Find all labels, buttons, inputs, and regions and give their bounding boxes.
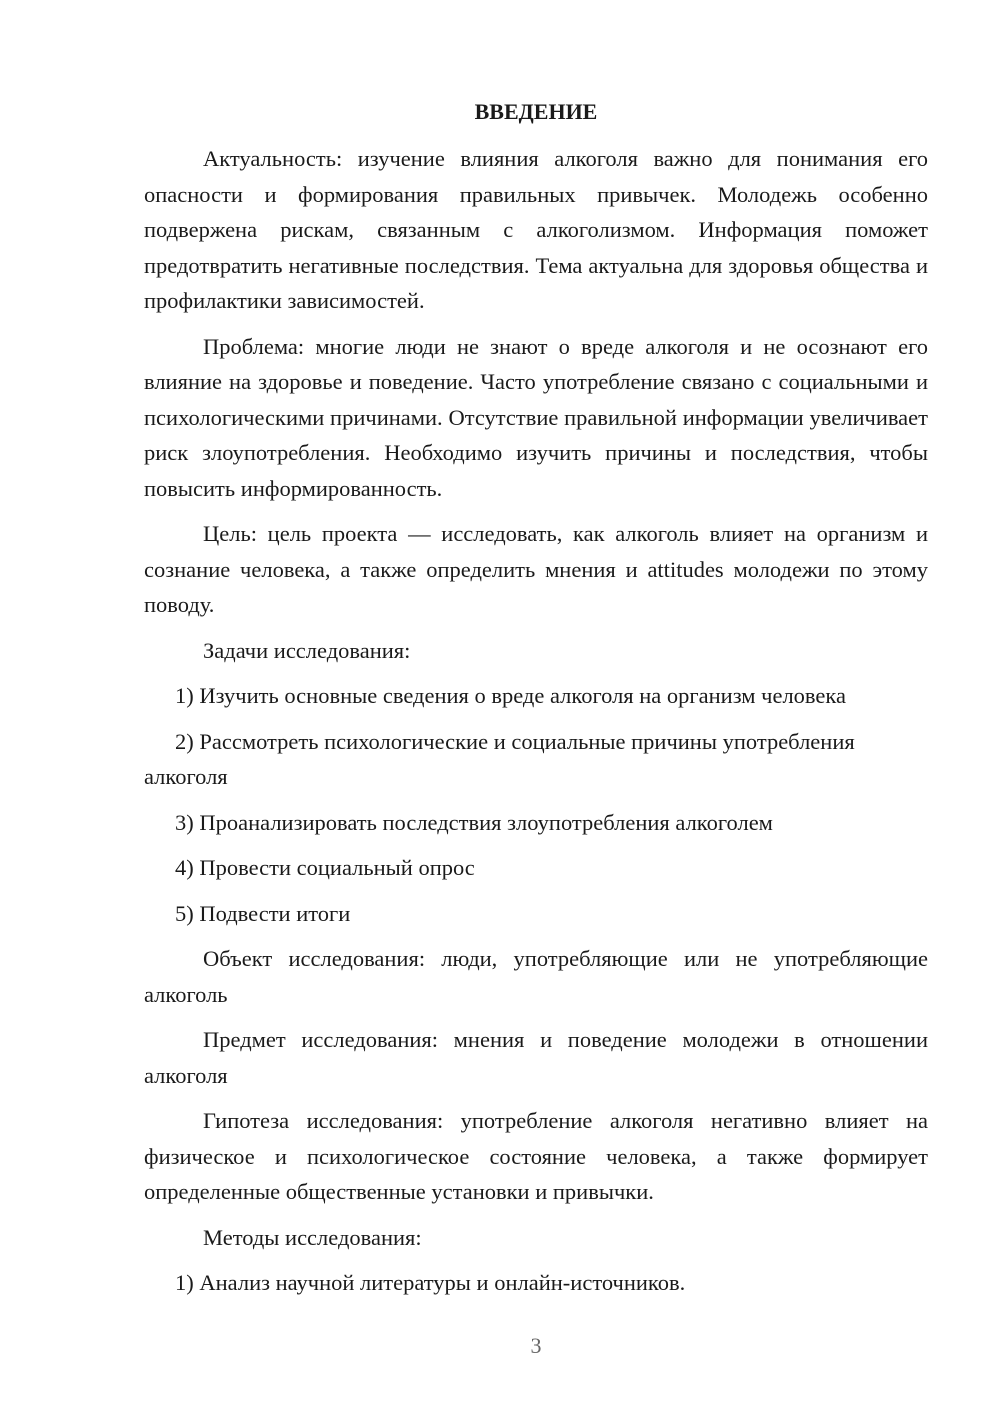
object-paragraph: Объект исследования: люди, употребляющие или не употребляющие алкоголь	[144, 946, 928, 1007]
task-item-3: 3) Проанализировать последствия злоупотребления алкоголем	[175, 809, 773, 835]
task-item-2: 2) Рассмотреть психологические и социальные причины употребления алкоголя	[144, 728, 855, 789]
methods-heading: Методы исследования:	[203, 1224, 422, 1250]
method-item-1: 1) Анализ научной литературы и онлайн-источников.	[175, 1270, 686, 1295]
goal-paragraph: Цель: цель проекта — исследовать, как алкоголь влияет на организм и сознание человека, а также определить мнения и attitudes молодежи по этому поводу.	[144, 521, 928, 617]
page-number: 3	[530, 1333, 542, 1358]
problem-paragraph: Проблема: многие люди не знают о вреде алкоголя и не осознают его влияние на здоровье и поведение. Часто употребление связано с социальными и психологическими причинами. Отсутствие правильной информации увеличивает риск злоупотребления. Необходимо изучить причины и последствия, чтобы повысить информированность.	[144, 333, 928, 501]
page-content	[144, 94, 928, 1311]
relevance-paragraph: Актуальность: изучение влияния алкоголя важно для понимания его опасности и формирования правильных привычек. Молодежь особенно подвержена рискам, связанным с алкоголизмом. Информация поможет предотвратить негативные последствия. Тема актуальна для здоровья общества и профилактики зависимостей.	[144, 146, 928, 313]
hypothesis-paragraph: Гипотеза исследования: употребление алкоголя негативно влияет на физическое и психологическое состояние человека, а также формирует определенные общественные установки и привычки.	[144, 1108, 928, 1204]
task-item-4: 4) Провести социальный опрос	[175, 855, 475, 880]
task-item-5: 5) Подвести итоги	[175, 900, 351, 926]
section-title: ВВЕДЕНИЕ	[474, 99, 598, 124]
tasks-heading: Задачи исследования:	[203, 637, 411, 663]
subject-paragraph: Предмет исследования: мнения и поведение молодежи в отношении алкоголя	[144, 1027, 928, 1088]
task-item-1: 1) Изучить основные сведения о вреде алкоголя на организм человека	[175, 683, 846, 708]
